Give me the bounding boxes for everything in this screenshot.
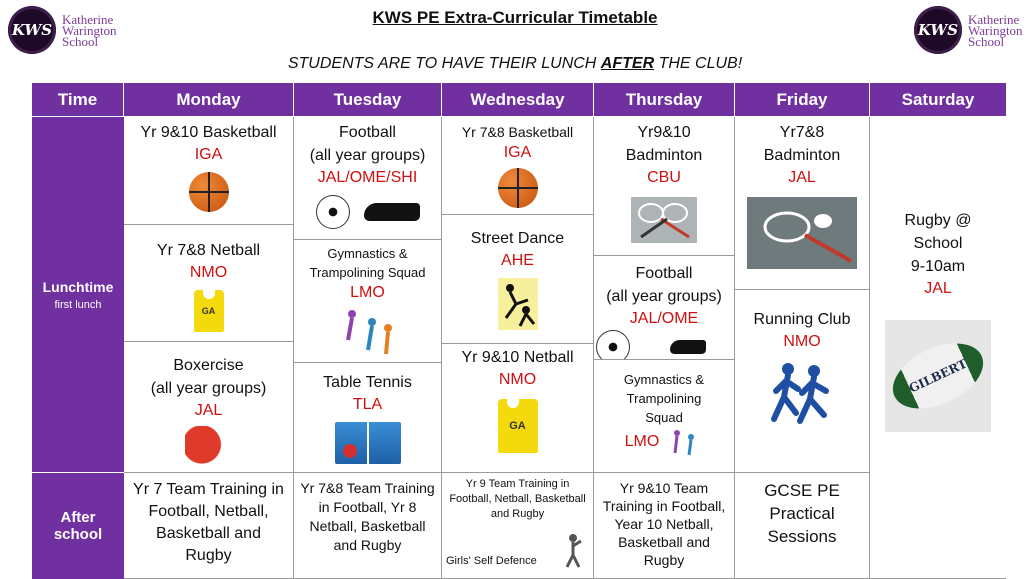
lunch-note: [0, 55, 1030, 73]
session-tue-gymnastics: [294, 240, 442, 363]
row-label: school: [53, 526, 103, 543]
session-title: Gymnastics &: [623, 372, 705, 387]
session-title: (all year groups): [309, 147, 426, 164]
note-text: THE CLUB!: [654, 55, 743, 72]
logo-name-line: Warington: [968, 22, 1023, 38]
coach-code: JAL/OME/SHI: [317, 169, 418, 186]
session-title: Squad: [645, 410, 683, 425]
coach-code: TLA: [352, 396, 383, 413]
timetable: [32, 83, 1006, 579]
coach-code: AHE: [501, 252, 534, 269]
session-title: Trampolining Squad: [309, 265, 426, 280]
rugby-ball-brand: GILBERT: [883, 330, 994, 421]
session-thu-badminton: [594, 117, 735, 256]
coach-code: IGA: [503, 144, 532, 161]
football-boot-icon: [670, 340, 706, 354]
session-fri-running: [735, 290, 870, 473]
logo-name-line: Katherine: [968, 11, 1020, 27]
coach-code: NMO: [189, 264, 228, 281]
rugby-ball-icon: [885, 320, 991, 432]
football-icon: [596, 330, 630, 360]
session-tue-table-tennis: [294, 363, 442, 473]
note-text: STUDENTS ARE TO HAVE THEIR LUNCH: [287, 55, 601, 72]
coach-code: JAL: [788, 169, 816, 186]
street-dance-icon: [498, 278, 538, 330]
football-icon: [316, 195, 350, 229]
session-title: Yr 7&8 Team Training in Football, Yr 8 Netball, Basketball and Rugby: [300, 480, 435, 553]
session-thu-after-school: [594, 473, 735, 579]
page-title: KWS PE Extra-Curricular Timetable: [372, 8, 658, 27]
row-header-lunchtime: [32, 117, 124, 473]
table-tennis-icon: [335, 422, 401, 464]
logo-name-line: School: [968, 33, 1005, 49]
netball-bib-icon: GA: [498, 399, 538, 453]
coach-code: NMO: [783, 333, 821, 350]
session-wed-street-dance: [442, 215, 594, 344]
session-wed-netball: [442, 344, 594, 473]
session-mon-after-school: [124, 473, 294, 579]
col-header-thursday: Thursday: [594, 83, 735, 116]
session-title: (all year groups): [606, 288, 722, 305]
session-title: School: [913, 235, 963, 252]
session-sat-rugby: [870, 117, 1006, 579]
session-title: Yr 9&10 Netball: [461, 349, 574, 366]
boxing-gloves-icon: [185, 426, 233, 472]
session-mon-boxercise: [124, 342, 294, 473]
coach-code: CBU: [647, 169, 681, 186]
col-header-tuesday: Tuesday: [294, 83, 442, 116]
self-defence-icon: [563, 533, 583, 569]
running-icon: [770, 361, 834, 427]
session-title: Street Dance: [470, 230, 565, 247]
session-title: Badminton: [763, 147, 841, 164]
logo-seal: KWS: [8, 6, 56, 54]
row-sublabel: first lunch: [54, 298, 102, 311]
session-title: Yr 7 Team Training in Football, Netball, Basketball and Rugby: [133, 481, 284, 564]
coach-code: NMO: [498, 371, 537, 388]
basketball-icon: [189, 172, 229, 212]
gymnastics-icon: [338, 306, 398, 358]
logo-seal: KWS: [914, 6, 962, 54]
session-title: Boxercise: [173, 357, 244, 374]
netball-bib-icon: GA: [194, 290, 224, 332]
session-title: Yr 7&8 Netball: [156, 242, 261, 259]
col-header-saturday: Saturday: [870, 83, 1006, 116]
session-wed-basketball: [442, 117, 594, 215]
session-title: Table Tennis: [323, 374, 412, 391]
col-header-friday: Friday: [735, 83, 870, 116]
session-title: GCSE PE Practical Sessions: [764, 481, 840, 546]
football-boot-icon: [364, 203, 420, 221]
session-title: Gymnastics &: [327, 246, 408, 261]
session-title: Trampolining: [626, 391, 702, 406]
gymnastics-icon: [669, 427, 703, 457]
session-title: Yr 9 Team Training in Football, Netball, Basketball and Rugby: [449, 478, 586, 520]
session-title: Yr 9&10 Team Training in Football, Year 10 Netball, Basketball and Rugby: [602, 480, 726, 568]
coach-code: JAL: [924, 280, 952, 297]
session-mon-basketball: [124, 117, 294, 225]
coach-code: JAL/OME: [629, 310, 699, 327]
row-label: Lunchtime: [42, 278, 114, 295]
logo-name-line: Warington: [62, 22, 117, 38]
session-title: Girls' Self Defence: [446, 555, 537, 567]
session-title: Football: [339, 124, 396, 141]
session-wed-after-school: [442, 473, 594, 579]
session-tue-after-school: [294, 473, 442, 579]
session-title: 9-10am: [910, 258, 966, 275]
session-title: Yr 7&8 Basketball: [461, 124, 574, 140]
row-label: After: [60, 509, 96, 526]
badminton-rackets-icon: [631, 197, 697, 243]
session-title: Football: [635, 265, 693, 282]
badminton-rackets-icon: [747, 197, 857, 269]
coach-code: LMO: [624, 433, 660, 450]
coach-code: LMO: [350, 284, 385, 301]
logo-name-line: School: [62, 33, 99, 49]
session-fri-badminton: [735, 117, 870, 290]
session-title: Badminton: [625, 147, 703, 164]
session-title: Yr7&8: [779, 124, 825, 141]
session-title: (all year groups): [150, 380, 267, 397]
session-thu-football: [594, 256, 735, 360]
session-title: Rugby @: [904, 212, 972, 229]
session-title: Yr9&10: [637, 124, 691, 141]
session-thu-gymnastics: [594, 360, 735, 473]
session-title: Yr 9&10 Basketball: [140, 124, 277, 141]
session-fri-after-school: [735, 473, 870, 579]
row-header-after-school: [32, 473, 124, 579]
coach-code: JAL: [194, 402, 223, 419]
col-header-monday: Monday: [124, 83, 294, 116]
coach-code: IGA: [194, 146, 223, 163]
col-header-wednesday: Wednesday: [442, 83, 594, 116]
col-header-time: Time: [32, 83, 124, 116]
logo-name-line: Katherine: [62, 11, 114, 27]
session-title: Running Club: [753, 311, 851, 328]
session-tue-football: [294, 117, 442, 240]
session-mon-netball: [124, 225, 294, 342]
note-emphasis: AFTER: [600, 55, 655, 72]
basketball-icon: [498, 168, 538, 208]
